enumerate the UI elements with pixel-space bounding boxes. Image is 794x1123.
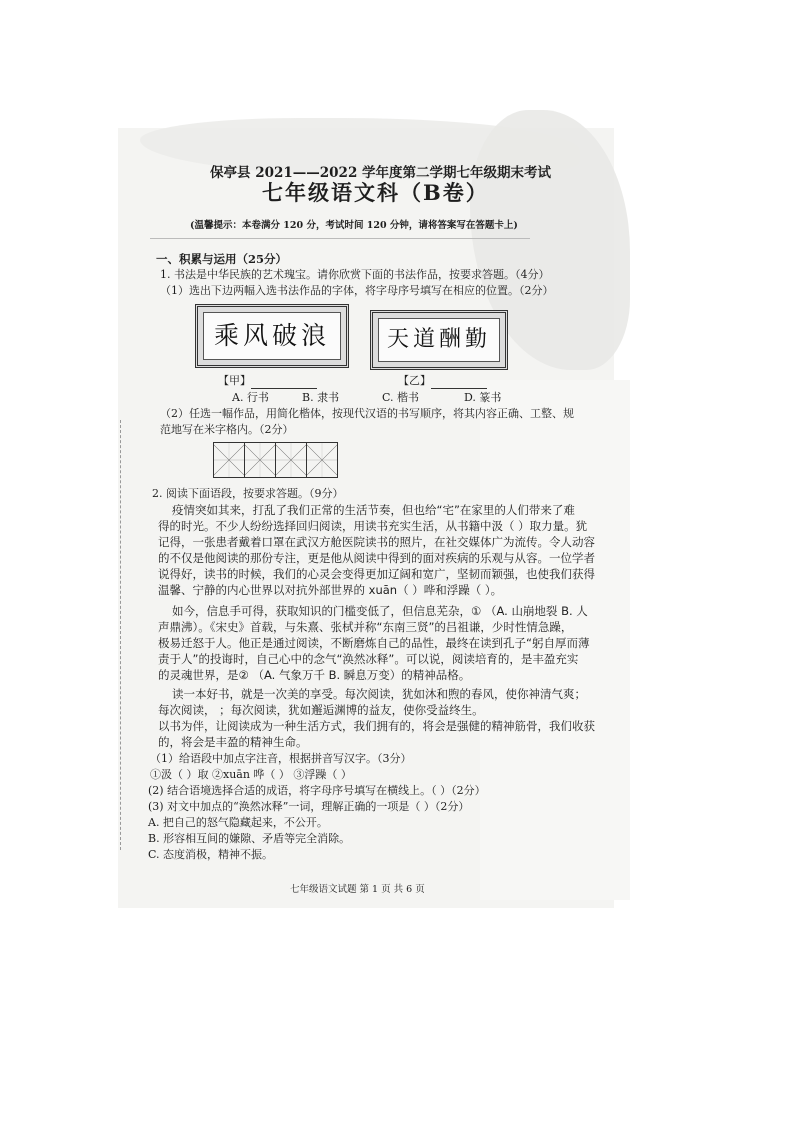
sub-question-2: (2) 结合语境选择合适的成语，将字母序号填写在横线上。（ ）（2分） [148, 784, 486, 797]
option-c: C. 楷书 [382, 391, 420, 404]
passage-line: 温馨、宁静的内心世界以对抗外部世界的 xuān（ ）哗和浮躁（ ）。 [158, 583, 503, 597]
exam-title: 保亭县 2021——2022 学年度第二学期七年级期末考试 [210, 165, 552, 181]
passage-line: 说得好，读书的时候，我们的心灵会变得更加辽阔和宽广，坚韧而颖强，也使我们获得 [158, 567, 595, 581]
passage-line: 如今，信息手可得，获取知识的门槛变低了，但信息芜杂，① （A. 山崩地裂 B. 人 [172, 604, 588, 618]
sub-question-3: (3) 对文中加点的“涣然冰释”一词，理解正确的一项是（ ）（2分） [148, 800, 470, 813]
calligraphy-right [370, 310, 508, 370]
choice-c: C. 态度消极，精神不振。 [148, 848, 274, 861]
mi-grid-cell[interactable] [213, 442, 245, 478]
passage-line: 的，将会是丰盈的精神生命。 [158, 735, 308, 749]
passage-line: 责于人”的投诲时，自己心中的念气“涣然冰释”。可以说，阅读培育的，是丰盈充实 [158, 652, 579, 666]
exam-tip: (温馨提示：本卷满分 120 分，考试时间 120 分钟，请将答案写在答题卡上) [190, 220, 518, 231]
calligraphy-left-text: 乘风破浪 [203, 312, 341, 360]
question-1-part-2-line1: （2）任选一幅作品，用简化楷体，按现代汉语的书写顺序，将其内容正确、工整、规 [160, 407, 574, 420]
blank-yi[interactable] [431, 374, 487, 389]
choice-b: B. 形容相互间的嫌隙、矛盾等完全消除。 [148, 832, 351, 845]
passage-line: 读一本好书，就是一次美的享受。每次阅读，犹如沐和煦的春风，使你神清气爽； [172, 687, 586, 701]
question-1-part-1: （1）选出下边两幅入选书法作品的字体，将字母序号填写在相应的位置。（2分） [160, 284, 554, 297]
question-1-part-2-line2: 范地写在米字格内。（2分） [160, 423, 294, 436]
passage-line: 的灵魂世界，是② （A. 气象万千 B. 瞬息万变）的精神品格。 [158, 668, 471, 682]
passage-line: 的不仅是他阅读的那份专注，更是他从阅读中得到的面对疾病的乐观与从容。一位学者 [158, 551, 595, 565]
passage-line: 得的时光。不少人纷纷选择回归阅读，用读书充实生活，从书籍中汲（ ）取力量。犹 [158, 519, 588, 533]
page-footer: 七年级语文试题 第 1 页 共 6 页 [290, 884, 425, 895]
divider [150, 238, 530, 239]
calligraphy-right-text: 天道酬勤 [378, 318, 500, 362]
option-a: A. 行书 [232, 391, 269, 404]
passage-line: 记得，一张患者戴着口罩在武汉方舱医院读书的照片，在社交媒体广为流传。令人动容 [158, 535, 595, 549]
label-yi: 【乙】 [398, 374, 431, 387]
section-heading: 一、积累与运用（25分） [156, 252, 288, 266]
option-d: D. 篆书 [464, 391, 502, 404]
sub-question-1-items: ①汲（ ）取 ②xuān 哗（ ） ③浮躁（ ） [150, 768, 352, 781]
question-1-stem: 1. 书法是中华民族的艺术瑰宝。请你欣赏下面的书法作品，按要求答题。（4分） [160, 268, 550, 281]
subject-title: 七年级语文科（B卷） [262, 180, 489, 205]
mi-grid [213, 442, 337, 478]
sub-question-1: （1）给语段中加点字注音，根据拼音写汉字。（3分） [150, 752, 412, 765]
answer-line-yi [398, 374, 487, 389]
passage-line: 声鼎沸）。《宋史》首载，与朱熹、张栻并称“东南三贤”的吕祖谦，少时性情急躁， [158, 620, 573, 634]
answer-line-jia [218, 374, 317, 389]
option-b: B. 隶书 [302, 391, 340, 404]
passage-line: 每次阅读， ；每次阅读，犹如邂逅渊博的益友，使你受益终生。 [158, 703, 484, 717]
question-2-stem: 2. 阅读下面语段，按要求答题。（9分） [152, 487, 344, 500]
passage-line: 极易迁怒于人。他正是通过阅读，不断磨炼自己的品性，最终在读到孔子“躬自厚而薄 [158, 636, 590, 650]
blank-jia[interactable] [251, 374, 317, 389]
binding-line [120, 420, 127, 850]
passage-line: 以书为伴，让阅读成为一种生活方式，我们拥有的，将会是强健的精神筋骨，我们收获 [158, 719, 595, 733]
mi-grid-cell[interactable] [306, 442, 338, 478]
choice-a: A. 把自己的怒气隐藏起来，不公开。 [148, 816, 328, 829]
mi-grid-cell[interactable] [244, 442, 276, 478]
calligraphy-left [195, 304, 349, 368]
passage-line: 疫情突如其来，打乱了我们正常的生活节奏，但也给“宅”在家里的人们带来了难 [172, 503, 575, 517]
label-jia: 【甲】 [218, 374, 251, 387]
mi-grid-cell[interactable] [275, 442, 307, 478]
